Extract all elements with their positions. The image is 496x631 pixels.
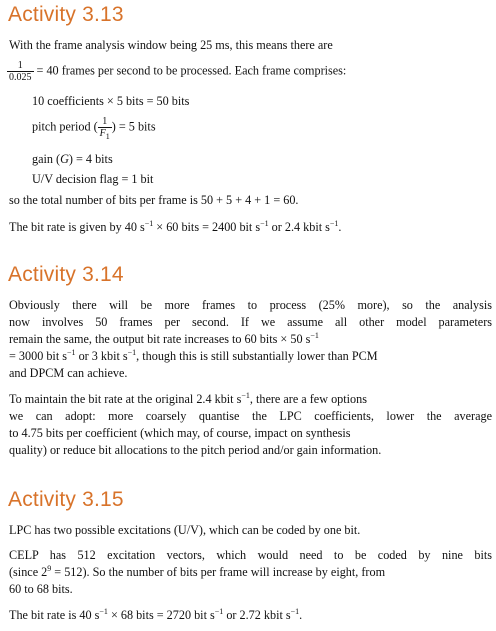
- a315-p2-line-1: CELP has 512 excitation vectors, which would need to be coded by nine bits: [9, 548, 492, 562]
- a313-pitch-period: pitch period ( $\frac{1}{F_1}$ ) = 5 bits: [32, 116, 156, 141]
- a315-p1: LPC has two possible excitations (U/V), which can be coded by one bit.: [9, 523, 361, 537]
- a313-line-1: With the frame analysis window being 25 ms, this means there are: [9, 38, 333, 52]
- a313-total: so the total number of bits per frame is 50 + 5 + 4 + 1 = 60.: [9, 193, 299, 207]
- a313-coefficients: 10 coefficients × 5 bits = 50 bits: [32, 94, 190, 108]
- a314-p1-line-5: and DPCM can achieve.: [9, 366, 128, 380]
- activity-3-14-heading: Activity 3.14: [8, 263, 124, 286]
- a315-p2-line-2: (since $2^9 = 512$). So the number of bits per frame will increase by eight, from: [9, 564, 386, 579]
- fraction-1-over-f1: $\frac{1}{F_1}$: [99, 116, 110, 141]
- a314-p2-line-3: to 4.75 bits per coefficient (which may, of course, impact on synthesis: [9, 426, 351, 440]
- a315-p2-line-3: 60 to 68 bits.: [9, 582, 73, 596]
- a314-p1-line-3: remain the same, the output bit rate increases to 60 bits × 50 $s^{-1}$: [9, 331, 319, 346]
- activity-3-15-heading: Activity 3.15: [8, 488, 124, 511]
- fraction-1-over-0025: $\frac{1}{0.025}$: [9, 60, 32, 83]
- a313-gain: gain (G) = 4 bits: [32, 152, 113, 166]
- activity-3-13-heading: Activity 3.13: [8, 3, 124, 26]
- a313-bit-rate: The bit rate is given by 40 $s^{-1} \times 60$ bits = 2400 bit $s^{-1}$ or 2.4 kbit $s^{-1}$.: [9, 219, 342, 234]
- a315-bit-rate: The bit rate is 40 $s^{-1} \times 68$ bits = 2720 bit $s^{-1}$ or 2.72 kbit $s^{-1}$.: [9, 607, 303, 622]
- a314-p1-line-4: = 3000 bit $s^{-1}$ or 3 kbit $s^{-1}$, though this is still substantially lower than PCM: [9, 348, 378, 363]
- a314-p2-line-4: quality) or reduce bit allocations to the pitch period and/or gain information.: [9, 443, 382, 457]
- a314-p1-line-2: now involves 50 frames per second. If we assume all other model parameters: [9, 315, 492, 329]
- a313-line-2: $\frac{1}{0.025}$ = 40 frames per second to be processed. Each frame comprises:: [9, 60, 347, 83]
- a314-p2-line-1: To maintain the bit rate at the original 2.4 kbit $s^{-1}$, there are a few options: [9, 391, 367, 406]
- a313-uv-flag: U/V decision flag = 1 bit: [32, 172, 154, 186]
- a314-p1-line-1: Obviously there will be more frames to process (25% more), so the analysis: [9, 298, 492, 312]
- a314-p2-line-2: we can adopt: more coarsely quantise the LPC coefficients, lower the average: [9, 409, 492, 423]
